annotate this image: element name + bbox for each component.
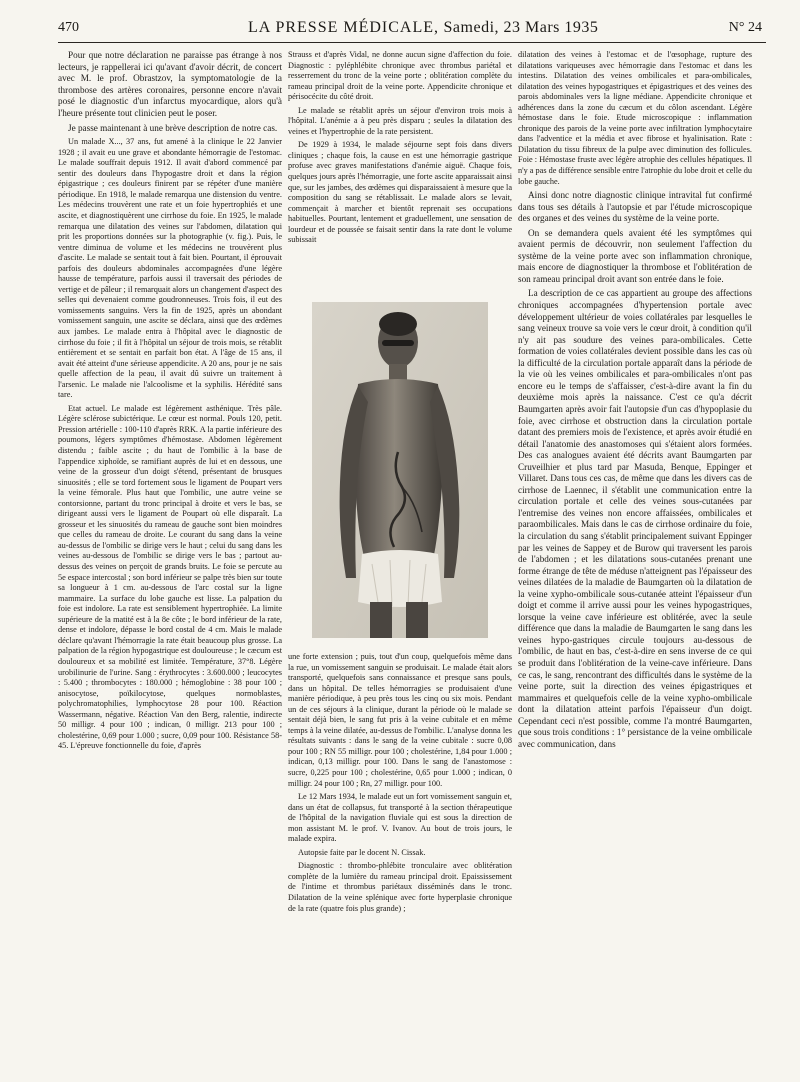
paragraph-diagnosis: Strauss et d'après Vidal, ne donne aucun signe d'affection du foie. Diagnostic : pyléphlébite chronique avec thrombus pariétal et resserrement du tronc de la veine porte ; oblitération complète du rameau principal droit de la veine porte. Appendicite chronique et périsocécite du côté droit. bbox=[288, 50, 512, 102]
page-header bbox=[58, 20, 766, 43]
paragraph-intro: Pour que notre déclaration ne paraisse pas étrange à nos lecteurs, je rappellerai ici qu'avant d'avoir décrit, de concert avec M. le prof. Obrastzov, la symptomatologie de la thrombose des artères coronaires, personne encore n'avait posé le diagnostic d'un infarctus myocardique, alors qu'à l'heure présente tout clinicien peut le poser. bbox=[58, 50, 282, 118]
paragraph-recovery: Le malade se rétablit après un séjour d'environ trois mois à l'hôpital. L'anémie a à peu près disparu ; seules la dilatation des veines et l'hypertrophie de la rate persistent. bbox=[288, 105, 512, 136]
column-2-top bbox=[288, 50, 512, 300]
column-2-bottom bbox=[288, 652, 512, 1052]
column-1 bbox=[58, 50, 282, 1070]
paragraph-death: Le 12 Mars 1934, le malade eut un fort vomissement sanguin et, dans un état de collapsus, fut transporté à la section thérapeutique de l'hôpital de la navigation fluviale qui est sous la direction de mon assistant M. le prof. V. Ivanov. Au bout de trois jours, le malade expira. bbox=[288, 792, 512, 844]
paragraph-transition: Je passe maintenant à une brève description de notre cas. bbox=[68, 122, 278, 133]
journal-title bbox=[248, 19, 598, 37]
paragraph-blood-analysis: une forte extension ; puis, tout d'un coup, quelquefois même dans la rue, un vomissement sanguin se produisait. Le malade était alors transporté, quelquefois sans connaissance et presque sans pouls, dans un hôpital. De telles hémorragies se produisaient d'une manière périodique, à peu près tous les cinq ou six mois. Pendant un de ces séjours à la clinique, durant la période où le malade se sentait déjà bien, le sang fut pris à la veine cubitale et en même temps à la veine dilatée, au-dessus de l'ombilic. L'analyse donna les résultats suivants : dans le sang de la veine cubitale : sucre 0,08 pour 100 ; RN 55 milligr. pour 100 ; cholestérine, 1,84 pour 1.000 ; indican, 0,13 milligr. pour 100. Dans le sang de l'anastomose : sucre, 0,225 pour 100 ; cholestérine, 0,65 pour 1.000 ; indican, 0 milligr. 24 pour 100 ; Rn, 27 milligr. pour 100. bbox=[288, 652, 512, 788]
paragraph-discussion: La description de ce cas appartient au groupe des affections chroniques accompagnées d'hypertension portale avec développement ultérieur de voies collatérales par lesquelles le sang veineux trouve sa voie vers le cœur droit, à condition qu'il n'y ait pas soudure des veines para-ombilicales. Cette formation de voies collatérales devient possible dans les cas où la difficulté de la circulation portale apparaît dans la période de la vie où les veines ombilicales et para-ombilicales n'ont pas encore eu le temps de s'affaisser, c'est-à-dire avant la fin du deuxième mois après la naissance. C'est ce qu'a décrit Baumgarten après avoir fait l'autopsie d'un cas d'hypoplasie du foie, avec cirrhose et obstruction dans la circulation portale datant des premiers mois de l'existence, et après avoir étudié en détail l'anatomie des anastomoses qui s'étaient alors formées. Des cas analogues avaient été décrits avant Baumgarten par Cruveilhier et plus tard par Masuda, Benque, Eppinger et Villaret. Dans tous ces cas, de même que dans les divers cas de cirrhose de Laennec, il s'établit une communication entre la circulation portale et celle des veines sous-cutanées par l'entremise des veines non encore affaissées, ombilicales et paraombilicales. Mais dans le cas de cirrhose ordinaire du foie, la circulation du sang s'établit principalement suivant Eppinger par les veines de Sappey et de Burow qui traversent les parois de l'abdomen ; et les dilatations sous-cutanées prenant une forme étrange de tête de méduse n'atteignent pas l'épaisseur des veines dilatées de la maladie de Baumgarten où la dilatation de la veine xypho-ombilicale sous-cutanée atteint l'épaisseur d'un doigt et comme il arrive aussi pour les veines hypogastriques, lorsque la veine cave inférieure est oblitérée, avec la seule différence que dans la maladie de Baumgarten le sang dans les veines hypo-gastriques circule toujours au-dessous de l'ombilic, de haut en bas, c'est-à-dire en sens inverse de ce qui se produit dans l'oblitération de la veine-cave inférieure. Dans ce cas, le sang, rencontrant des difficultés dans le système de la veine porte, suit la direction des veines épigastriques et mammaires et quelquefois celle de la veine xypho-ombilicale dont la dilatation atteint parfois l'épaisseur d'un doigt. Cependant ceci n'est possible, comme l'a montré Baumgarten, que sous trois conditions : 1° persistance de la veine ombilicale avec communication, dans bbox=[518, 288, 752, 749]
issue-number: N° 24 bbox=[728, 20, 762, 35]
paragraph-question: On se demandera quels avaient été les symptômes qui avaient permis de découvrir, non seulement l'affection du système de la veine porte avec son inflammation chronique, mais encore de diagnostiquer la thrombose et l'oblitération de son rameau principal droit avant son entrée dans le foie. bbox=[518, 227, 752, 284]
patient-figure-image bbox=[312, 302, 488, 638]
paragraph-autopsy: Autopsie faite par le docent N. Cissak. bbox=[298, 847, 426, 857]
paragraph-autopsy-diagnosis: Diagnostic : thrombo-phlébite tronculaire avec oblitération complète de la lumière du rameau principal droit. Epaississement de l'intime et thrombus pariétaux disséminés dans le tronc. Dilatation de la veine splénique avec forte hyperplasie chronique de la rate (quatre fois plus grande) ; bbox=[288, 861, 512, 913]
paragraph-autopsy-findings: dilatation des veines à l'estomac et de l'œsophage, rupture des dilatations variqueuses avec hémorragie dans l'estomac et dans les intestins. Dilatation des veines ombilicales et para-ombilicales, dilatation des veines hypogastriques et épigastriques et des veines des parois abdominales vers la ligne médiane. Appendicite chronique et adhérences dans la zone du cæcum et du côlon ascendant. Légère hémostase dans le foie. Etude microscopique : inflammation chronique des parois de la veine porte avec infiltration lymphocytaire dans l'adventice et la média et avec fibrose et hyalinisation. Rate : Dilatation du tissu fibreux de la pulpe avec diminution des follicules. Foie : Hémostase fruste avec légère atrophie des cellules hépatiques. Il n'y a pas de différence sensible entre l'atrophie du lobe droit et celle du lobe gauche. bbox=[518, 50, 752, 186]
page-number: 470 bbox=[58, 20, 79, 35]
paragraph-hospitalizations: De 1929 à 1934, le malade séjourne sept fois dans divers cliniques ; chaque fois, la cause en est une hémorragie gastrique profuse avec graves manifestations d'anémie aiguë. Chaque fois, quelques jours après l'hémorragie, une forte ascite apparaissait ainsi que, sur les jambes, des œdèmes qui disparaissaient à mesure que la composition du sang se rétablissait. Le malade alors se levait, commençait à marcher et bientôt reprenait ses occupations habituelles. Pourtant, lentement et graduellement, une sensation de lourdeur et de poussée se faisait sentir dans la rate dont le volume subissait bbox=[288, 140, 512, 245]
paragraph-case-history: Un malade X..., 37 ans, fut amené à la clinique le 22 Janvier 1928 ; il avait eu une grave et abondante hémorragie de l'estomac. Le malade souffrait depuis 1912. Il avait d'abord commencé par sentir des douleurs dans l'hypogastre droit et dans la région épigastrique ; ces douleurs finirent par se répéter d'une manière périodique. En 1918, le malade remarqua une distension du ventre. Les médecins trouvèrent une rate et un foie hypertrophiés et une ascite, et diagnostiquèrent une cirrhose du foie. En 1925, le malade remarqua une dilatation des veines sur l'abdomen, dilatation qui prit les proportions données sur la photographie (v. fig.). Puis, le ventre diminua de volume et les médecins ne trouvèrent plus d'ascite. Le malade se sentait tout à fait bien. Pourtant, il éprouvait parfois des douleurs abdominales accompagnées d'une légère hausse de température, parfois aussi il traversait des périodes de vertige et de pâleur ; il remarquait alors un changement d'aspect des selles qui devenaient comme goudronneuses. Trois fois, il eut des vomissements sanguins. Vers la fin de 1925, après un abondant vomissement sanguin, une ascite se déclara, ainsi que des œdèmes aux jambes. Le malade entra à l'hôpital avec le diagnostic de cirrhose du foie ; il fit à l'hôpital un séjour de trois mois, se rétablit entièrement et se sentait en parfait bon état. A l'âge de 15 ans, il avait été atteint d'une sérieuse appendicite. A 20 ans, pour je ne sais quelle affection de la peau, il avait dû suivre un traitement à l'arsenic. Le malade nie l'alcoolisme et la syphilis. Hérédité sans tare. bbox=[58, 137, 282, 400]
paragraph-current-state: Etat actuel. Le malade est légèrement asthénique. Très pâle. Légère sclérose subictérique. Le cœur est normal. Pouls 120, petit. Pression artérielle : 100-110 d'après RRK. A la partie inférieure des poumons, légers symptômes d'hémostase. Abdomen légèrement distendu ; faible ascite ; du haut de l'ombilic à la base de l'appendice xiphoïde, se ramifiant auprès de lui et en dessous, une veine de la grosseur d'un doigt s'étend, présentant de brusques sinuosités ; elle se tord fortement sous le ligament de Poupart vers la veine fémorale. Plus haut que l'ombilic, une autre veine se contorsionne, partant du tronc principal à droite et vers le bas, se dirigeant aussi vers le ligament de Poupart où elle disparaît. La grosseur et les sinuosités du rameau de gauche sont bien moindres que celles du rameau de droite. Le courant du sang dans la veine au-dessus de l'ombilic se dirige vers le haut ; celui du sang dans les veines au-dessous de l'ombilic se dirige vers le bas ; partout au-dessus des veines on perçoit de grands bruits. Le foie se percute au 5e espace intercostal ; son bord inférieur se palpe très bien sur toute sa longueur à 1 cm. au-dessous de l'arc costal sur la ligne mammaire. La surface du lobe gauche est lisse. La palpation du foie est indolore. La rate est sensiblement hypertrophiée. La limite supérieure de la matité est à la 8e côte ; le bord inférieur de la rate, dense et indolore, dépasse le bord costal de 4 cm. Mais le malade déclare qu'avant l'hémorragie la rate était beaucoup plus grosse. La palpation de la région hypogastrique est douloureuse ; le cæcum est douloureux et sa mobilité est limitée. Température, 37°8. Légère urobilinurie de l'urine. Sang : érythrocytes : 3.600.000 ; leucocytes : 5.400 ; thrombocytes : 180.000 ; hémoglobine : 38 pour 100 ; anisocytose, poïkilocytose, quelques normoblastes, polychromatophilies, lymphocytose 28 pour 100. Réaction Wassermann, négative. Réaction Van den Berg, ralentie, indirecte 50 milligr. 4 pour 100 ; indican, 0 milligr. 213 pour 100 ; cholestérine, 0,69 pour 1.000 ; sucre, 0,09 pour 100. Résistance 58-45. L'épreuve fonctionnelle du foie, d'après bbox=[58, 403, 282, 751]
patient-photograph bbox=[312, 302, 488, 638]
paragraph-confirmation: Ainsi donc notre diagnostic clinique intravital fut confirmé dans tous ses détails à l'autopsie et par l'étude microscopique des organes et des veines du système de la veine porte. bbox=[518, 190, 752, 224]
journal-name: LA PRESSE MÉDICALE, bbox=[248, 19, 440, 36]
column-3 bbox=[518, 50, 752, 1070]
issue-date: Samedi, 23 Mars 1935 bbox=[443, 19, 599, 36]
